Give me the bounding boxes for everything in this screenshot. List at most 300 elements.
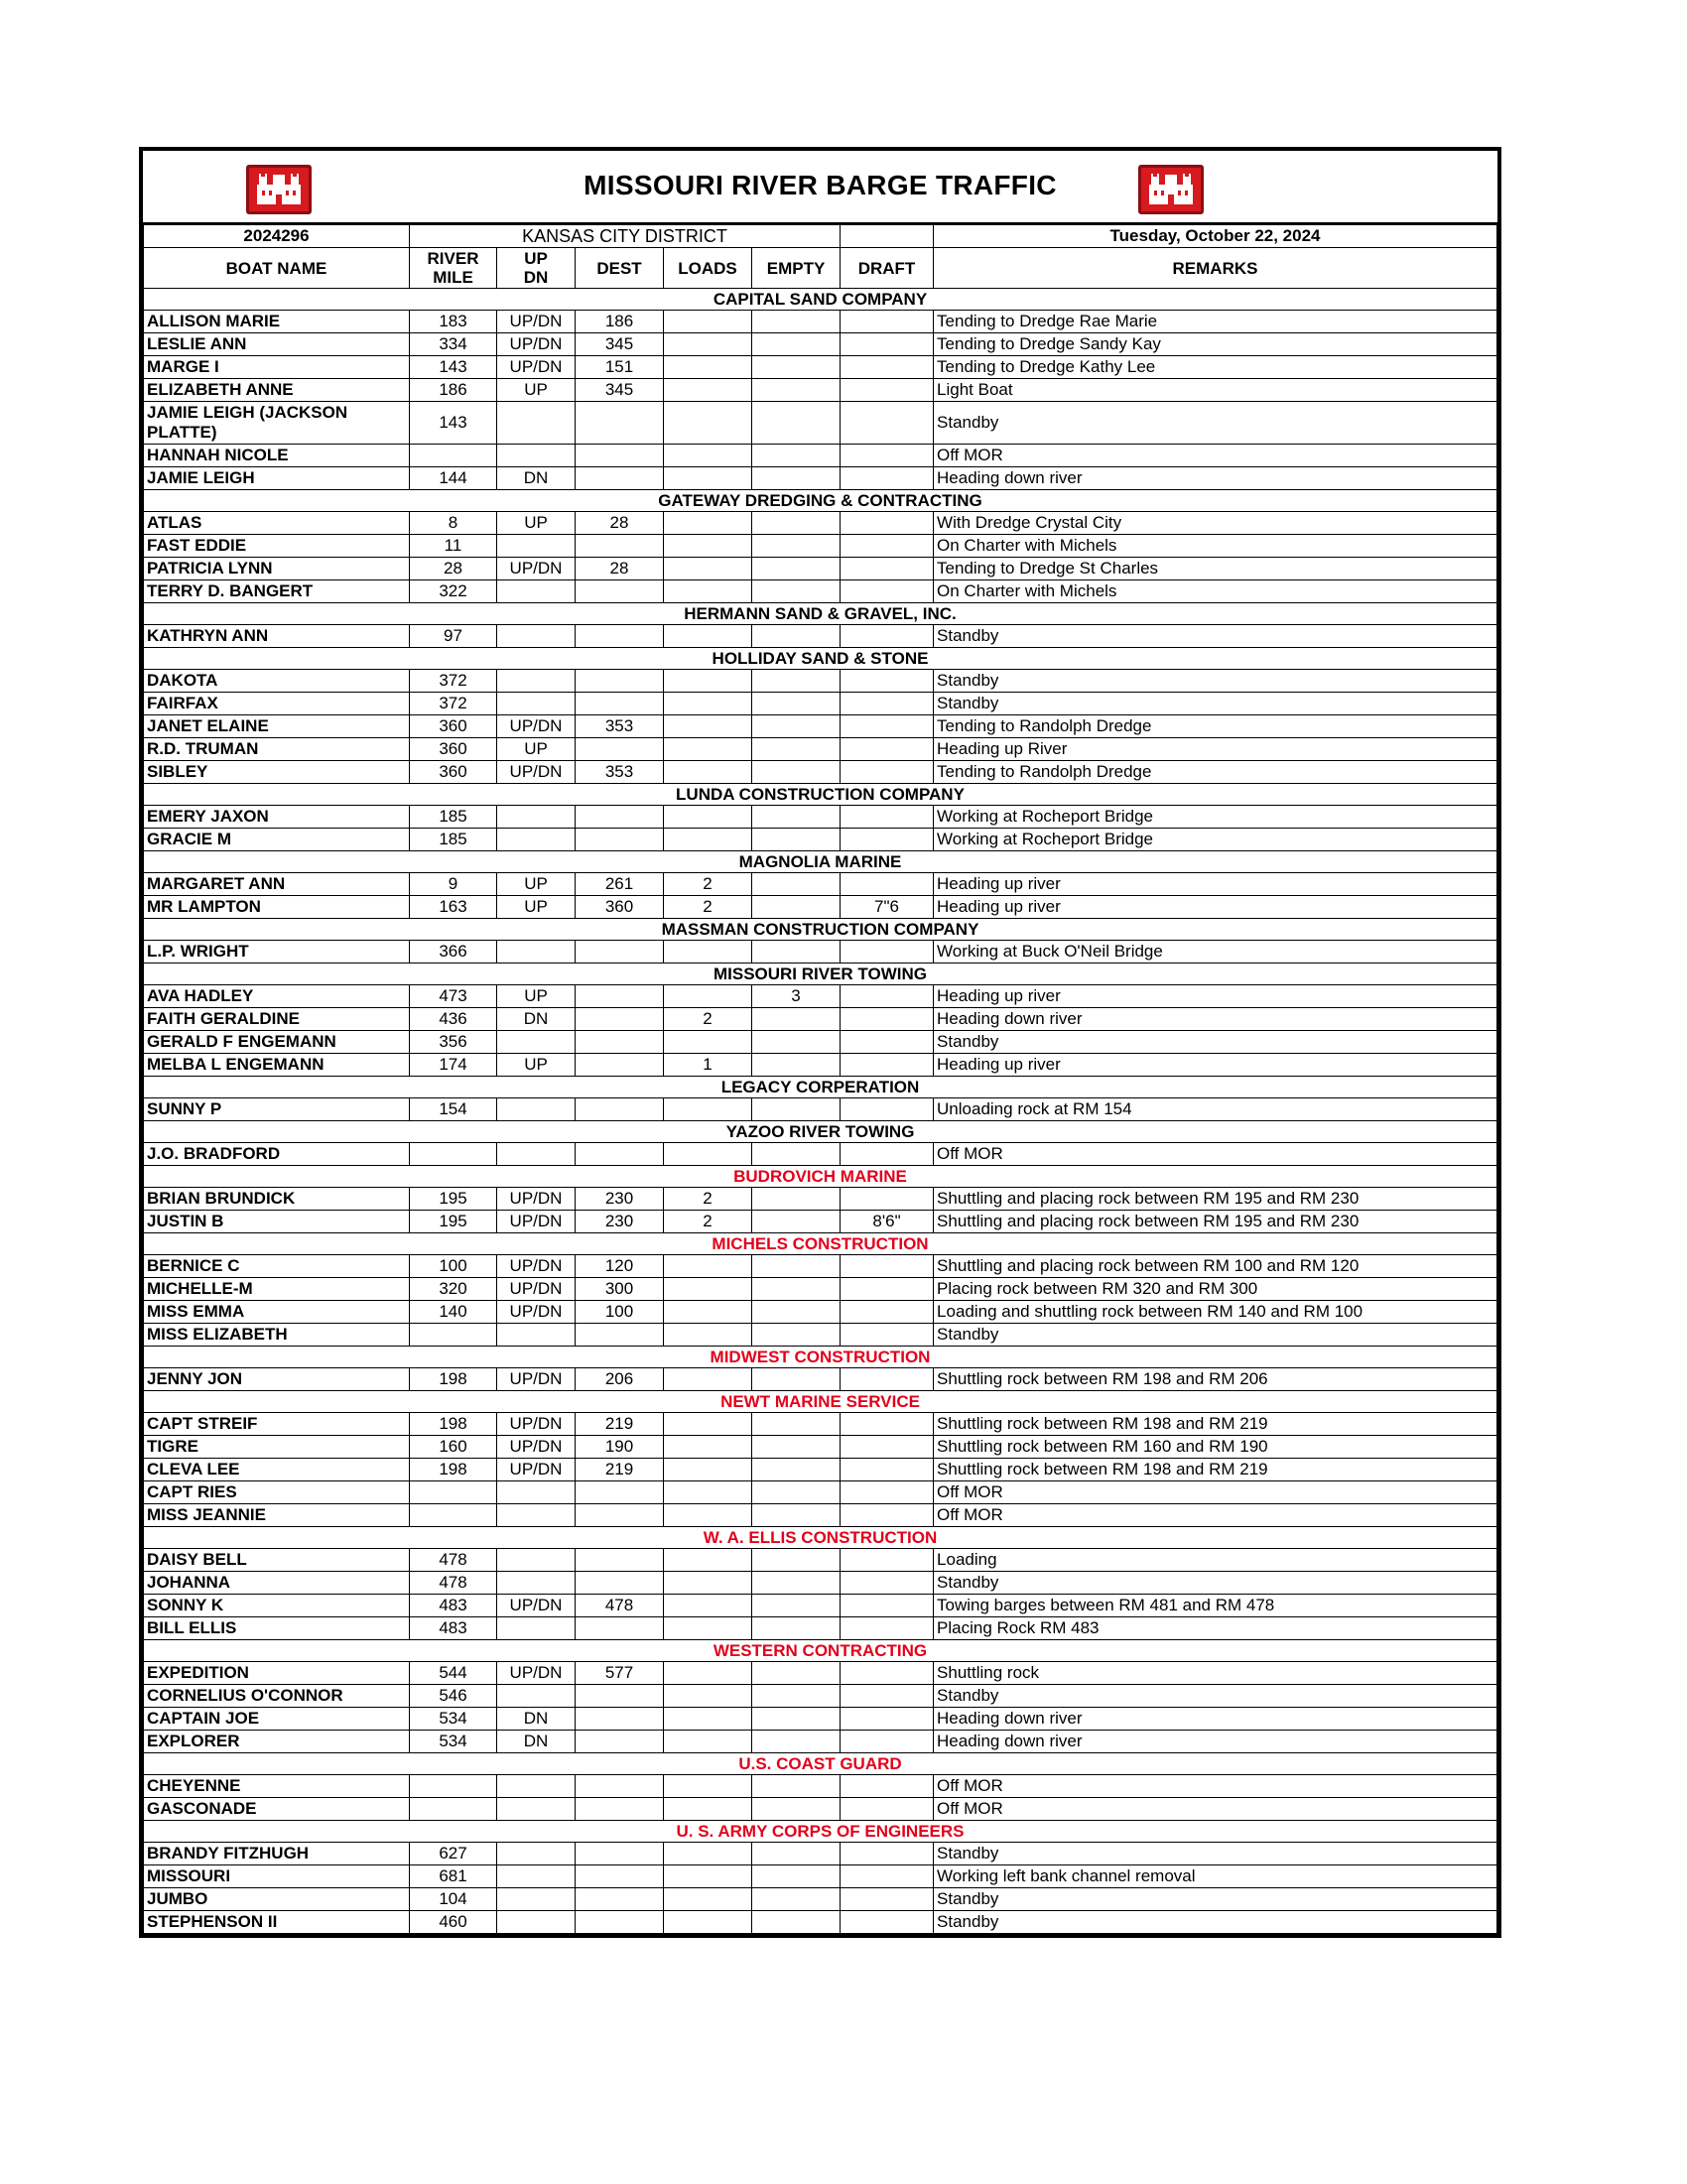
table-row: [144, 512, 1497, 535]
draft: [841, 1368, 934, 1391]
report-id: 2024296: [144, 225, 410, 248]
empty: [752, 806, 841, 829]
direction: [497, 1685, 576, 1708]
destination: [576, 580, 664, 603]
table-row: [144, 1436, 1497, 1459]
destination: [576, 1143, 664, 1166]
company-section-header: [144, 603, 1497, 625]
empty: 3: [752, 985, 841, 1008]
empty: [752, 1211, 841, 1233]
river-mile: 185: [410, 829, 497, 851]
destination: [576, 535, 664, 558]
remarks: Heading down river: [934, 1008, 1497, 1031]
company-name: HOLLIDAY SAND & STONE: [144, 648, 1497, 670]
loads: 1: [664, 1054, 752, 1077]
col-dest: DEST: [576, 248, 664, 289]
loads: [664, 311, 752, 333]
draft: [841, 1595, 934, 1617]
boat-name: ELIZABETH ANNE: [144, 379, 410, 402]
boat-name: ALLISON MARIE: [144, 311, 410, 333]
empty: [752, 1775, 841, 1798]
empty: [752, 1504, 841, 1527]
direction: UP/DN: [497, 761, 576, 784]
remarks: Working at Rocheport Bridge: [934, 806, 1497, 829]
draft: [841, 1572, 934, 1595]
loads: 2: [664, 1008, 752, 1031]
draft: [841, 1481, 934, 1504]
empty: [752, 1459, 841, 1481]
table-row: [144, 1662, 1497, 1685]
draft: [841, 1708, 934, 1731]
direction: [497, 1481, 576, 1504]
table-row: [144, 738, 1497, 761]
boat-name: FAST EDDIE: [144, 535, 410, 558]
table-row: [144, 1865, 1497, 1888]
remarks: Heading up river: [934, 985, 1497, 1008]
direction: UP/DN: [497, 1595, 576, 1617]
company-section-header: [144, 1121, 1497, 1143]
empty: [752, 1008, 841, 1031]
loads: [664, 1368, 752, 1391]
destination: [576, 625, 664, 648]
boat-name: JOHANNA: [144, 1572, 410, 1595]
loads: [664, 1685, 752, 1708]
empty: [752, 625, 841, 648]
remarks: Tending to Dredge Kathy Lee: [934, 356, 1497, 379]
destination: [576, 1481, 664, 1504]
loads: [664, 512, 752, 535]
remarks: Placing Rock RM 483: [934, 1617, 1497, 1640]
river-mile: 478: [410, 1572, 497, 1595]
loads: [664, 1504, 752, 1527]
river-mile: 143: [410, 402, 497, 445]
company-name: BUDROVICH MARINE: [144, 1166, 1497, 1188]
report-title: MISSOURI RIVER BARGE TRAFFIC: [584, 170, 1057, 200]
empty: [752, 1436, 841, 1459]
empty: [752, 738, 841, 761]
table-row: [144, 1731, 1497, 1753]
destination: [576, 1775, 664, 1798]
destination: [576, 1888, 664, 1911]
boat-name: MISS EMMA: [144, 1301, 410, 1324]
river-mile: [410, 445, 497, 467]
company-section-header: [144, 1166, 1497, 1188]
loads: [664, 1436, 752, 1459]
remarks: Light Boat: [934, 379, 1497, 402]
empty: [752, 1301, 841, 1324]
river-mile: 473: [410, 985, 497, 1008]
empty: [752, 1617, 841, 1640]
loads: 2: [664, 896, 752, 919]
loads: [664, 1798, 752, 1821]
river-mile: 8: [410, 512, 497, 535]
empty: [752, 1368, 841, 1391]
loads: [664, 670, 752, 693]
boat-name: MISSOURI: [144, 1865, 410, 1888]
empty: [752, 1662, 841, 1685]
river-mile: [410, 1775, 497, 1798]
draft: [841, 356, 934, 379]
draft: [841, 1054, 934, 1077]
loads: [664, 625, 752, 648]
table-row: [144, 1278, 1497, 1301]
loads: [664, 402, 752, 445]
remarks: Standby: [934, 1911, 1497, 1934]
draft: [841, 1617, 934, 1640]
destination: [576, 402, 664, 445]
table-row: [144, 1798, 1497, 1821]
direction: [497, 402, 576, 445]
loads: [664, 1324, 752, 1347]
river-mile: 198: [410, 1368, 497, 1391]
loads: [664, 829, 752, 851]
draft: [841, 1008, 934, 1031]
destination: 28: [576, 512, 664, 535]
loads: 2: [664, 873, 752, 896]
direction: UP/DN: [497, 333, 576, 356]
table-row: [144, 1255, 1497, 1278]
river-mile: 460: [410, 1911, 497, 1934]
destination: 353: [576, 715, 664, 738]
company-name: U.S. COAST GUARD: [144, 1753, 1497, 1775]
draft: [841, 670, 934, 693]
destination: 219: [576, 1459, 664, 1481]
table-row: [144, 873, 1497, 896]
col-river-mile: RIVER MILE: [410, 248, 497, 289]
direction: UP/DN: [497, 1255, 576, 1278]
remarks: Working left bank channel removal: [934, 1865, 1497, 1888]
destination: 478: [576, 1595, 664, 1617]
river-mile: 681: [410, 1865, 497, 1888]
draft: [841, 715, 934, 738]
direction: [497, 1865, 576, 1888]
empty: [752, 1098, 841, 1121]
draft: [841, 445, 934, 467]
boat-name: JAMIE LEIGH: [144, 467, 410, 490]
empty: [752, 1731, 841, 1753]
draft: [841, 738, 934, 761]
destination: 120: [576, 1255, 664, 1278]
destination: [576, 1911, 664, 1934]
direction: UP/DN: [497, 311, 576, 333]
boat-name: MARGARET ANN: [144, 873, 410, 896]
river-mile: 372: [410, 670, 497, 693]
boat-name: BRANDY FITZHUGH: [144, 1843, 410, 1865]
destination: 219: [576, 1413, 664, 1436]
remarks: Heading down river: [934, 1731, 1497, 1753]
boat-name: CAPT RIES: [144, 1481, 410, 1504]
empty: [752, 356, 841, 379]
loads: [664, 1775, 752, 1798]
destination: [576, 1617, 664, 1640]
remarks: Off MOR: [934, 1775, 1497, 1798]
empty: [752, 402, 841, 445]
direction: UP: [497, 738, 576, 761]
draft: [841, 1504, 934, 1527]
boat-name: BERNICE C: [144, 1255, 410, 1278]
destination: 230: [576, 1211, 664, 1233]
direction: [497, 535, 576, 558]
table-row: [144, 1843, 1497, 1865]
draft: [841, 985, 934, 1008]
river-mile: 366: [410, 941, 497, 964]
loads: [664, 1843, 752, 1865]
table-row: [144, 1188, 1497, 1211]
company-section-header: [144, 1527, 1497, 1549]
table-row: [144, 1368, 1497, 1391]
boat-name: CORNELIUS O'CONNOR: [144, 1685, 410, 1708]
river-mile: [410, 1504, 497, 1527]
company-section-header: [144, 1233, 1497, 1255]
destination: 360: [576, 896, 664, 919]
draft: [841, 1413, 934, 1436]
remarks: On Charter with Michels: [934, 580, 1497, 603]
company-section-header: [144, 490, 1497, 512]
empty: [752, 715, 841, 738]
company-section-header: [144, 1077, 1497, 1098]
remarks: Heading up river: [934, 873, 1497, 896]
remarks: Working at Buck O'Neil Bridge: [934, 941, 1497, 964]
loads: [664, 379, 752, 402]
remarks: Shuttling rock between RM 198 and RM 206: [934, 1368, 1497, 1391]
table-row: [144, 1911, 1497, 1934]
remarks: Loading and shuttling rock between RM 140 and RM 100: [934, 1301, 1497, 1324]
river-mile: 185: [410, 806, 497, 829]
draft: [841, 693, 934, 715]
direction: [497, 1143, 576, 1166]
loads: [664, 356, 752, 379]
remarks: Shuttling and placing rock between RM 195 and RM 230: [934, 1211, 1497, 1233]
table-row: [144, 379, 1497, 402]
river-mile: 198: [410, 1459, 497, 1481]
loads: [664, 1255, 752, 1278]
destination: [576, 1572, 664, 1595]
direction: UP: [497, 512, 576, 535]
table-row: [144, 1481, 1497, 1504]
loads: [664, 715, 752, 738]
empty: [752, 761, 841, 784]
draft: [841, 558, 934, 580]
river-mile: 195: [410, 1211, 497, 1233]
river-mile: 140: [410, 1301, 497, 1324]
river-mile: 534: [410, 1731, 497, 1753]
remarks: Heading down river: [934, 467, 1497, 490]
draft: [841, 379, 934, 402]
draft: [841, 1255, 934, 1278]
remarks: Standby: [934, 1888, 1497, 1911]
empty: [752, 1572, 841, 1595]
direction: UP/DN: [497, 558, 576, 580]
empty: [752, 1549, 841, 1572]
remarks: Standby: [934, 1572, 1497, 1595]
draft: [841, 1775, 934, 1798]
table-row: [144, 1617, 1497, 1640]
river-mile: 174: [410, 1054, 497, 1077]
company-section-header: [144, 289, 1497, 311]
river-mile: 360: [410, 715, 497, 738]
draft: [841, 1911, 934, 1934]
table-row: [144, 761, 1497, 784]
direction: UP/DN: [497, 1662, 576, 1685]
draft: [841, 625, 934, 648]
remarks: Tending to Randolph Dredge: [934, 761, 1497, 784]
boat-name: MISS ELIZABETH: [144, 1324, 410, 1347]
remarks: Heading up river: [934, 1054, 1497, 1077]
loads: [664, 1911, 752, 1934]
river-mile: 483: [410, 1617, 497, 1640]
draft: [841, 1865, 934, 1888]
company-section-header: [144, 1391, 1497, 1413]
col-loads: LOADS: [664, 248, 752, 289]
draft: [841, 806, 934, 829]
empty: [752, 693, 841, 715]
destination: [576, 445, 664, 467]
report-date: Tuesday, October 22, 2024: [934, 225, 1497, 248]
destination: 28: [576, 558, 664, 580]
draft: [841, 1798, 934, 1821]
draft: [841, 873, 934, 896]
river-mile: 143: [410, 356, 497, 379]
direction: DN: [497, 1731, 576, 1753]
destination: [576, 1843, 664, 1865]
river-mile: 195: [410, 1188, 497, 1211]
table-row: [144, 333, 1497, 356]
remarks: Off MOR: [934, 1504, 1497, 1527]
loads: 2: [664, 1188, 752, 1211]
direction: [497, 1098, 576, 1121]
destination: [576, 806, 664, 829]
remarks: Off MOR: [934, 445, 1497, 467]
draft: [841, 1888, 934, 1911]
boat-name: FAITH GERALDINE: [144, 1008, 410, 1031]
loads: [664, 1278, 752, 1301]
river-mile: 97: [410, 625, 497, 648]
river-mile: 372: [410, 693, 497, 715]
river-mile: 436: [410, 1008, 497, 1031]
empty: [752, 1911, 841, 1934]
destination: [576, 1031, 664, 1054]
boat-name: PATRICIA LYNN: [144, 558, 410, 580]
table-row: [144, 535, 1497, 558]
empty: [752, 1031, 841, 1054]
table-row: [144, 1549, 1497, 1572]
remarks: Off MOR: [934, 1143, 1497, 1166]
river-mile: 356: [410, 1031, 497, 1054]
company-section-header: [144, 919, 1497, 941]
boat-name: LESLIE ANN: [144, 333, 410, 356]
table-row: [144, 806, 1497, 829]
boat-name: TERRY D. BANGERT: [144, 580, 410, 603]
boat-name: CLEVA LEE: [144, 1459, 410, 1481]
company-name: YAZOO RIVER TOWING: [144, 1121, 1497, 1143]
direction: UP: [497, 896, 576, 919]
draft: [841, 1143, 934, 1166]
empty: [752, 558, 841, 580]
loads: 2: [664, 1211, 752, 1233]
draft: [841, 1188, 934, 1211]
company-name: MIDWEST CONSTRUCTION: [144, 1347, 1497, 1368]
remarks: Heading up River: [934, 738, 1497, 761]
empty: [752, 670, 841, 693]
district-name: KANSAS CITY DISTRICT: [410, 225, 841, 248]
remarks: Heading up river: [934, 896, 1497, 919]
boat-name: TIGRE: [144, 1436, 410, 1459]
river-mile: 544: [410, 1662, 497, 1685]
table-row: [144, 1708, 1497, 1731]
remarks: Standby: [934, 402, 1497, 445]
loads: [664, 1413, 752, 1436]
destination: 261: [576, 873, 664, 896]
direction: [497, 1775, 576, 1798]
table-row: [144, 985, 1497, 1008]
boat-name: JAMIE LEIGH (JACKSON PLATTE): [144, 402, 410, 445]
company-name: U. S. ARMY CORPS OF ENGINEERS: [144, 1821, 1497, 1843]
empty: [752, 1413, 841, 1436]
river-mile: 534: [410, 1708, 497, 1731]
destination: 100: [576, 1301, 664, 1324]
river-mile: 478: [410, 1549, 497, 1572]
boat-name: DAKOTA: [144, 670, 410, 693]
direction: [497, 1031, 576, 1054]
boat-name: ATLAS: [144, 512, 410, 535]
loads: [664, 580, 752, 603]
direction: UP: [497, 873, 576, 896]
table-row: [144, 311, 1497, 333]
draft: [841, 829, 934, 851]
draft: [841, 941, 934, 964]
table-row: [144, 1685, 1497, 1708]
boat-name: EMERY JAXON: [144, 806, 410, 829]
river-mile: 104: [410, 1888, 497, 1911]
loads: [664, 333, 752, 356]
direction: UP/DN: [497, 1188, 576, 1211]
company-section-header: [144, 1821, 1497, 1843]
remarks: Shuttling rock between RM 198 and RM 219: [934, 1413, 1497, 1436]
destination: 230: [576, 1188, 664, 1211]
loads: [664, 445, 752, 467]
loads: [664, 1595, 752, 1617]
remarks: Working at Rocheport Bridge: [934, 829, 1497, 851]
boat-name: EXPLORER: [144, 1731, 410, 1753]
direction: [497, 1843, 576, 1865]
boat-name: J.O. BRADFORD: [144, 1143, 410, 1166]
loads: [664, 738, 752, 761]
draft: [841, 333, 934, 356]
remarks: Tending to Dredge St Charles: [934, 558, 1497, 580]
direction: UP/DN: [497, 1301, 576, 1324]
river-mile: 360: [410, 761, 497, 784]
destination: 577: [576, 1662, 664, 1685]
usace-castle-icon: [1138, 165, 1204, 214]
boat-name: MISS JEANNIE: [144, 1504, 410, 1527]
empty: [752, 873, 841, 896]
direction: [497, 670, 576, 693]
empty: [752, 1143, 841, 1166]
draft: [841, 535, 934, 558]
col-boat-name: BOAT NAME: [144, 248, 410, 289]
remarks: Tending to Dredge Rae Marie: [934, 311, 1497, 333]
empty: [752, 1324, 841, 1347]
river-mile: 322: [410, 580, 497, 603]
loads: [664, 535, 752, 558]
destination: [576, 467, 664, 490]
destination: [576, 1324, 664, 1347]
boat-name: BRIAN BRUNDICK: [144, 1188, 410, 1211]
remarks: Tending to Dredge Sandy Kay: [934, 333, 1497, 356]
col-empty: EMPTY: [752, 248, 841, 289]
draft: [841, 1098, 934, 1121]
river-mile: 144: [410, 467, 497, 490]
